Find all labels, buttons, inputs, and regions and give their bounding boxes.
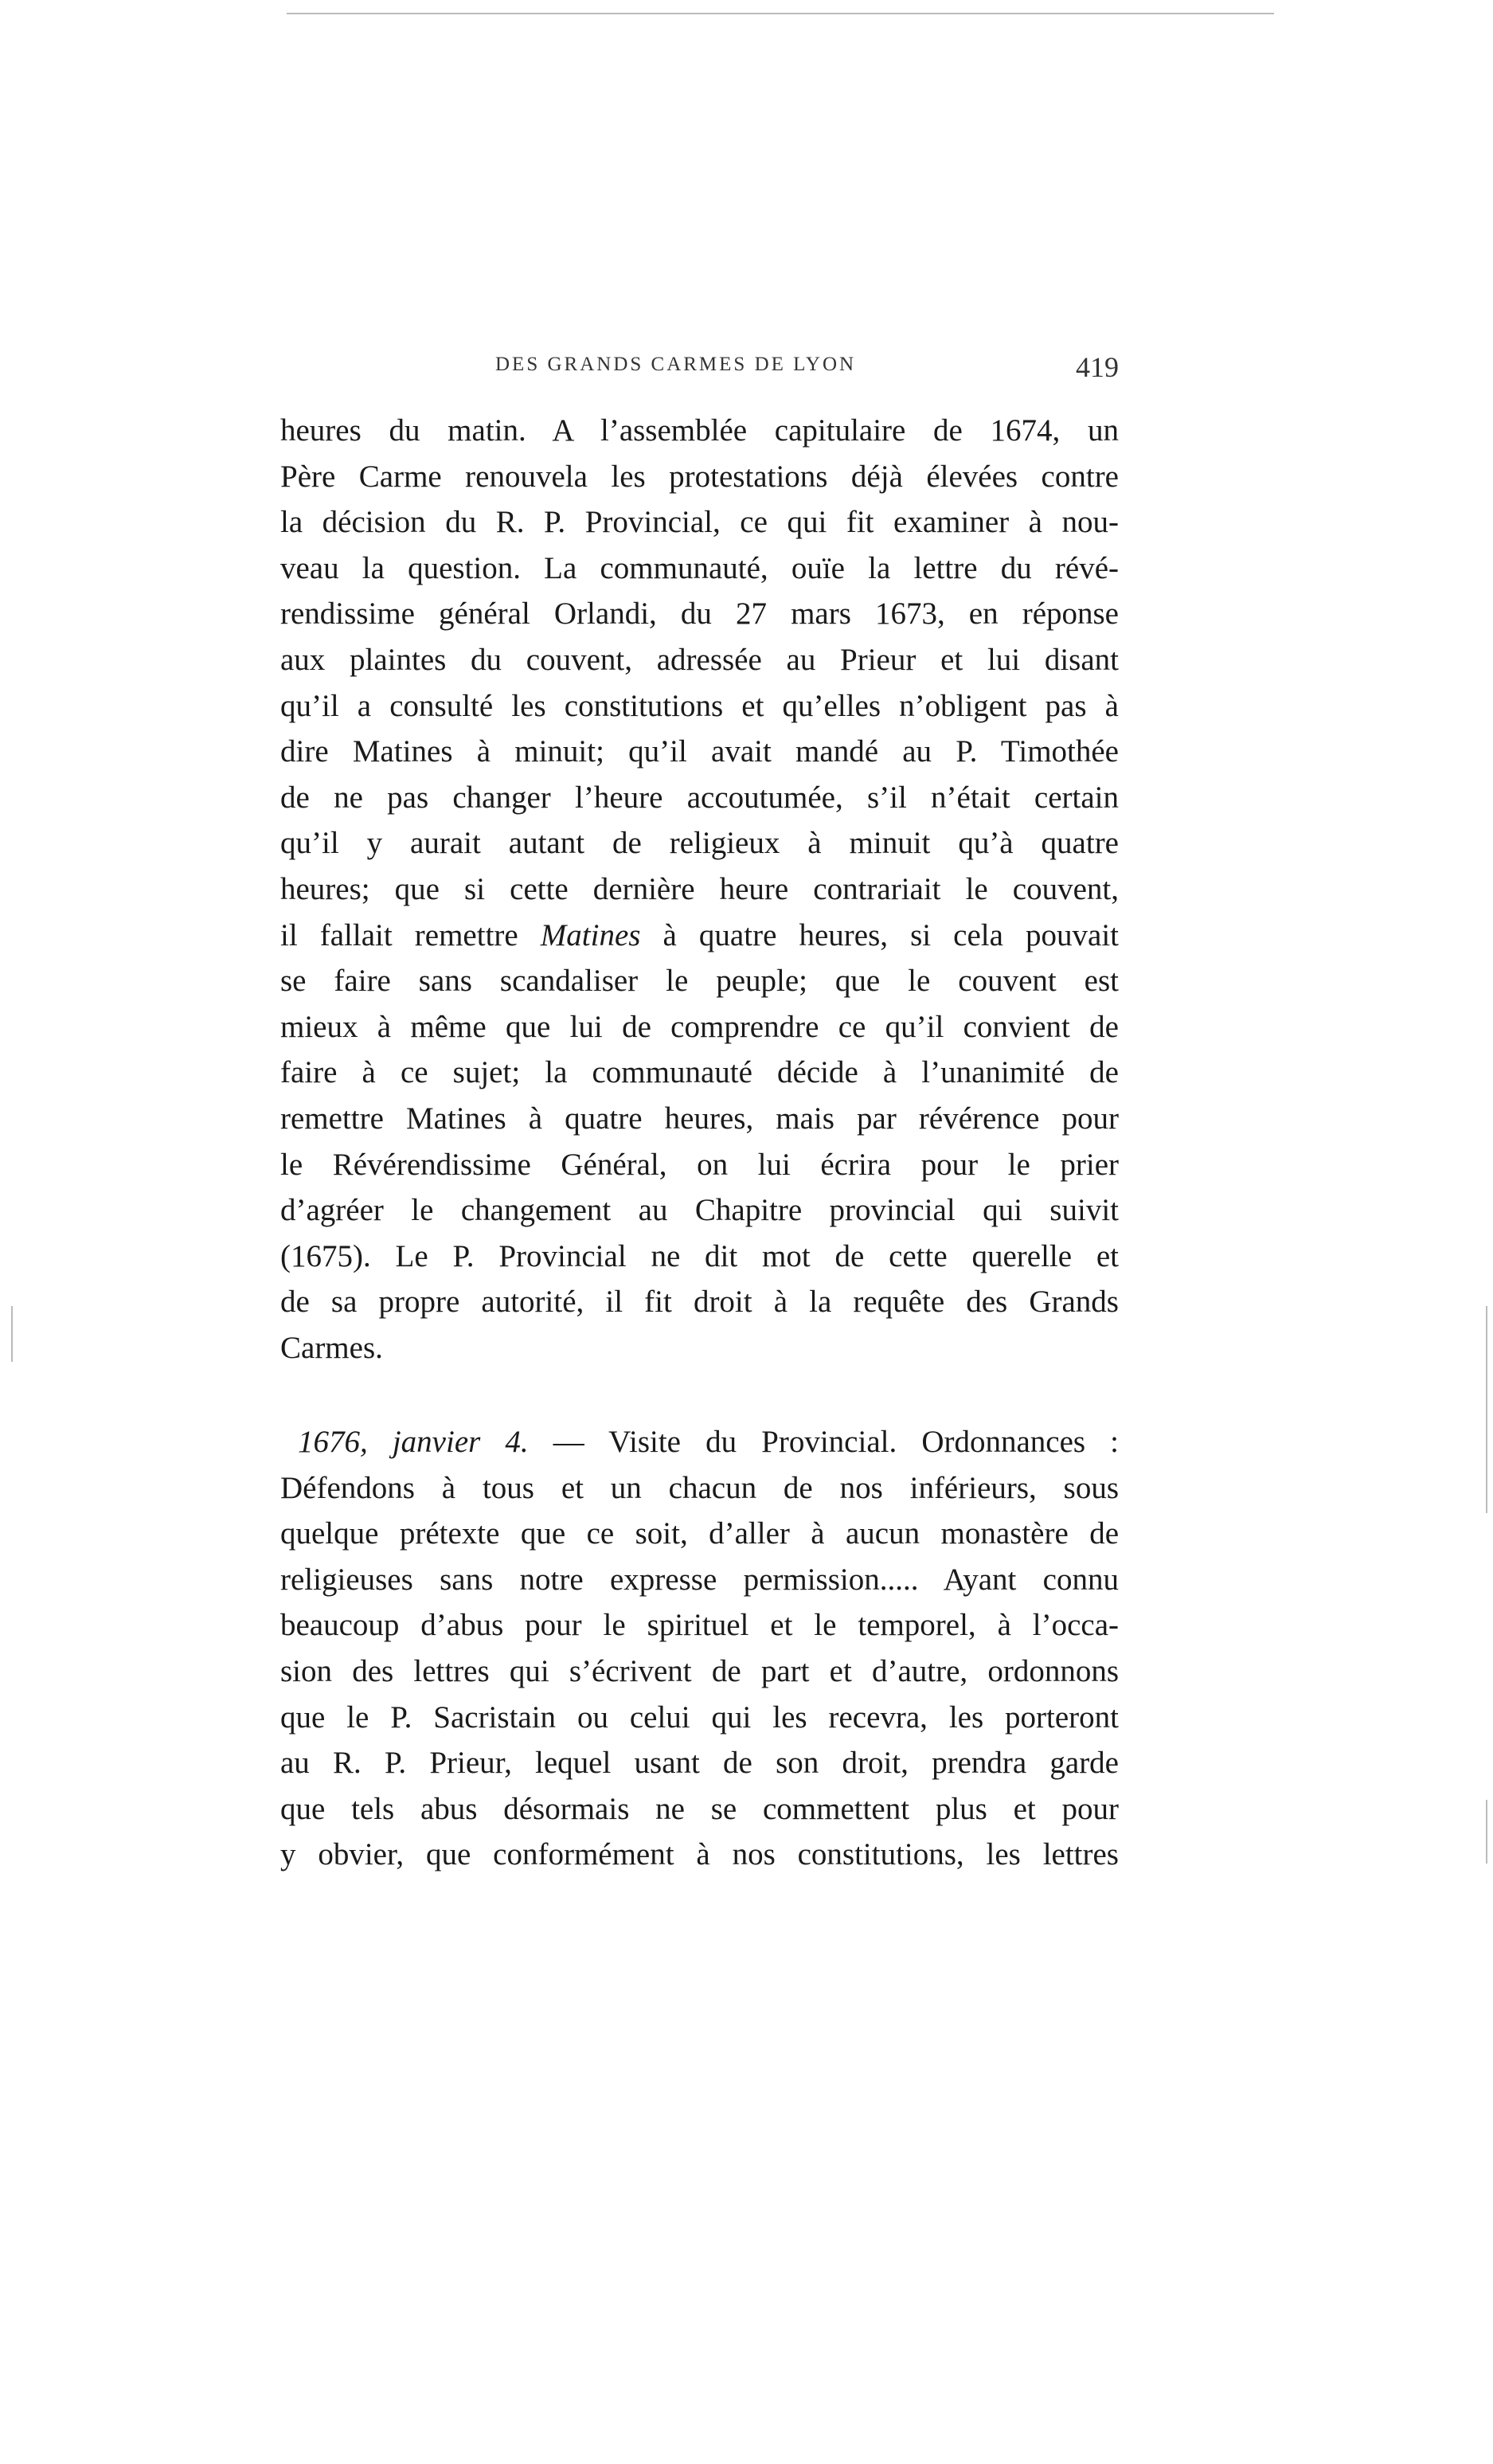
text-line bbox=[280, 1695, 1119, 1741]
text-line bbox=[280, 454, 1119, 500]
text-segment: d’agréer le changement au Chapitre provincial qui suivit bbox=[280, 1193, 1119, 1228]
italic-text: 1676, janvier 4. bbox=[298, 1425, 529, 1459]
text-segment: mieux à même que lui de comprendre ce qu’il convient de bbox=[280, 1009, 1119, 1044]
text-segment: dire Matines à minuit; qu’il avait mandé au P. Timothée bbox=[280, 734, 1119, 769]
text-segment: la décision du R. P. Provincial, ce qui fit examiner à nou- bbox=[280, 505, 1119, 540]
scan-edge-right bbox=[1486, 1306, 1487, 1513]
text-line bbox=[280, 1511, 1119, 1557]
text-line bbox=[280, 1187, 1119, 1234]
text-line bbox=[280, 683, 1119, 729]
text-line bbox=[280, 1050, 1119, 1096]
text-segment: que le P. Sacristain ou celui qui les recevra, les porteront bbox=[280, 1699, 1119, 1735]
scan-edge-right-lower bbox=[1486, 1800, 1487, 1864]
text-line bbox=[280, 1004, 1119, 1050]
page-number: 419 bbox=[1076, 351, 1119, 383]
text-segment: quelque prétexte que ce soit, d’aller à aucun monastère de bbox=[280, 1516, 1119, 1551]
text-line bbox=[280, 1465, 1119, 1512]
text-line bbox=[280, 1740, 1119, 1786]
text-line bbox=[280, 637, 1119, 683]
text-line bbox=[280, 499, 1119, 546]
text-segment: heures du matin. A l’assemblée capitulaire de 1674, un bbox=[280, 413, 1119, 448]
paragraph-2 bbox=[280, 1419, 1119, 1878]
text-segment: heures; que si cette dernière heure contrariait le couvent, bbox=[280, 871, 1119, 906]
text-segment: Défendons à tous et un chacun de nos inférieurs, sous bbox=[280, 1470, 1119, 1505]
text-segment: qu’il y aurait autant de religieux à minuit qu’à quatre bbox=[280, 826, 1119, 861]
text-segment: (1675). Le P. Provincial ne dit mot de cette querelle et bbox=[280, 1238, 1119, 1273]
text-line bbox=[280, 1325, 1119, 1371]
text-segment: remettre Matines à quatre heures, mais par révérence pour bbox=[280, 1101, 1119, 1136]
text-segment: à quatre heures, si cela pouvait bbox=[640, 917, 1120, 952]
text-line bbox=[280, 913, 1119, 959]
italic-text: Matines bbox=[540, 917, 641, 952]
text-line bbox=[280, 958, 1119, 1004]
text-segment: beaucoup d’abus pour le spirituel et le temporel, à l’occa- bbox=[280, 1608, 1119, 1643]
text-segment: rendissime général Orlandi, du 27 mars 1673, en réponse bbox=[280, 596, 1119, 632]
text-line bbox=[280, 1234, 1119, 1280]
text-line bbox=[280, 1602, 1119, 1649]
text-line bbox=[280, 1649, 1119, 1695]
text-line bbox=[280, 1142, 1119, 1188]
text-segment: de ne pas changer l’heure accoutumée, s’il n’était certain bbox=[280, 780, 1119, 815]
text-line bbox=[280, 1279, 1119, 1325]
text-segment: religieuses sans notre expresse permission..... Ayant connu bbox=[280, 1562, 1119, 1597]
text-segment: se faire sans scandaliser le peuple; que le couvent est bbox=[280, 964, 1119, 999]
text-segment: Père Carme renouvela les protestations déjà élevées contre bbox=[280, 459, 1119, 494]
text-segment: veau la question. La communauté, ouïe la lettre du révé- bbox=[280, 550, 1119, 585]
text-segment: il fallait remettre bbox=[280, 917, 541, 952]
text-line bbox=[280, 866, 1119, 913]
running-title: DES GRANDS CARMES DE LYON bbox=[495, 354, 857, 375]
text-segment: aux plaintes du couvent, adressée au Prieur et lui disant bbox=[280, 642, 1119, 677]
text-line bbox=[280, 1096, 1119, 1142]
text-segment: Carmes. bbox=[280, 1330, 383, 1365]
text-line bbox=[280, 1419, 1119, 1465]
text-line bbox=[280, 591, 1119, 637]
text-segment: faire à ce sujet; la communauté décide à l’unanimité de bbox=[280, 1055, 1119, 1090]
scan-edge-top bbox=[287, 13, 1274, 14]
text-line bbox=[280, 1557, 1119, 1603]
text-line bbox=[280, 408, 1119, 454]
scan-edge-left bbox=[11, 1306, 13, 1362]
text-segment: au R. P. Prieur, lequel usant de son droit, prendra garde bbox=[280, 1746, 1119, 1781]
page-header bbox=[280, 350, 1119, 390]
paragraph-1 bbox=[280, 408, 1119, 1371]
text-segment: que tels abus désormais ne se commettent plus et pour bbox=[280, 1791, 1119, 1826]
text-segment: qu’il a consulté les constitutions et qu’elles n’obligent pas à bbox=[280, 688, 1119, 723]
text-line bbox=[280, 729, 1119, 775]
text-line bbox=[280, 1832, 1119, 1878]
text-segment: sion des lettres qui s’écrivent de part et d’autre, ordonnons bbox=[280, 1653, 1119, 1688]
text-segment: de sa propre autorité, il fit droit à la requête des Grands bbox=[280, 1285, 1119, 1320]
text-line bbox=[280, 775, 1119, 821]
text-line bbox=[280, 546, 1119, 592]
text-segment: le Révérendissime Général, on lui écrira pour le prier bbox=[280, 1147, 1119, 1182]
text-segment: — Visite du Provincial. Ordonnances : bbox=[528, 1425, 1120, 1459]
text-line bbox=[280, 1786, 1119, 1832]
text-segment: y obvier, que conformément à nos constitutions, les lettres bbox=[280, 1837, 1119, 1872]
text-line bbox=[280, 820, 1119, 866]
